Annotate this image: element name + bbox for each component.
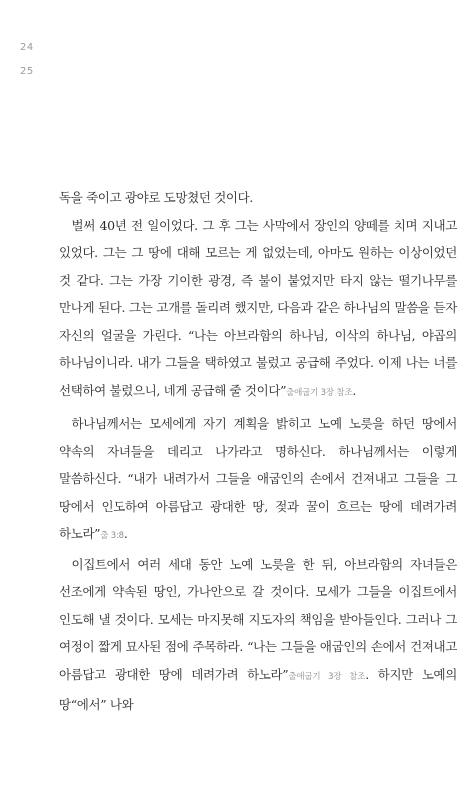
paragraph-4-tail: . 하지만 노예의 땅“에서” 나와 [59,666,457,712]
scripture-reference: 출애굽기 3장 참조 [288,671,366,682]
paragraph-3-text: 하나님께서는 모세에게 자기 계획을 밝히고 노예 노릇을 하던 땅에서 약속의 자녀들을 데리고 나가라고 명하신다. 하나님께서는 이렇게 말씀하신다. “내가 내려가서 그들을 애굽인의 손에서 건져내고 그들을 그 땅에서 인도하여 아름답고 광대한 땅, 젖과 꿀이 흐르는 땅에 데려가려 하노라” [59,416,457,541]
paragraph-1-text: 독을 죽이고 광야로 도망쳤던 것이다. [59,190,253,205]
paragraph-4-text: 이집트에서 여러 세대 동안 노예 노릇을 한 뒤, 아브라함의 자녀들은 선조에게 약속된 땅인, 가나안으로 갈 것이다. 모세가 그들을 이집트에서 인도해 낼 것이다. 모세는 마지못해 지도자의 책임을 받아들인다. 그러나 그 여정이 짧게 묘사된 점에 주목하라. “나는 그들을 애굽인의 손에서 건져내고 아름답고 광대한 땅에 데려가려 하노라” [59,556,457,682]
scripture-reference: 출 3:8 [100,531,124,541]
paragraph-2-end: . [352,382,357,398]
page-number-right: 25 [20,66,34,77]
paragraph-2 [59,212,457,408]
page-numbers [20,36,34,84]
paragraph-3-end: . [123,526,128,541]
paragraph-2-text: 벌써 40년 전 일이었다. 그 후 그는 사막에서 장인의 양떼를 치며 지내고 있었다. 그는 그 땅에 대해 모르는 게 없었는데, 아마도 원하는 이상이었던 것 같다. 그는 가장 기이한 광경, 즉 불이 붙었지만 타지 않는 떨기나무를 만나게 된다. 그는 고개를 돌리려 했지만, 다음과 같은 하나님의 말씀을 듣자 자신의 얼굴을 가린다. “나는 아브라함의 하나님, 이삭의 하나님, 야곱의 하나님이니라. 내가 그들을 택하였고 불렀고 공급해 주었다. 이제 나는 너를 선택하여 불렀으니, 네게 공급해 줄 것이다” [59,217,457,398]
paragraph-1 [59,184,457,212]
paragraph-3 [59,410,457,551]
paragraph-4 [59,551,457,719]
page-number-left: 24 [20,42,34,53]
body-text [59,184,457,719]
scripture-reference: 출애굽기 3장 참조 [286,387,353,398]
